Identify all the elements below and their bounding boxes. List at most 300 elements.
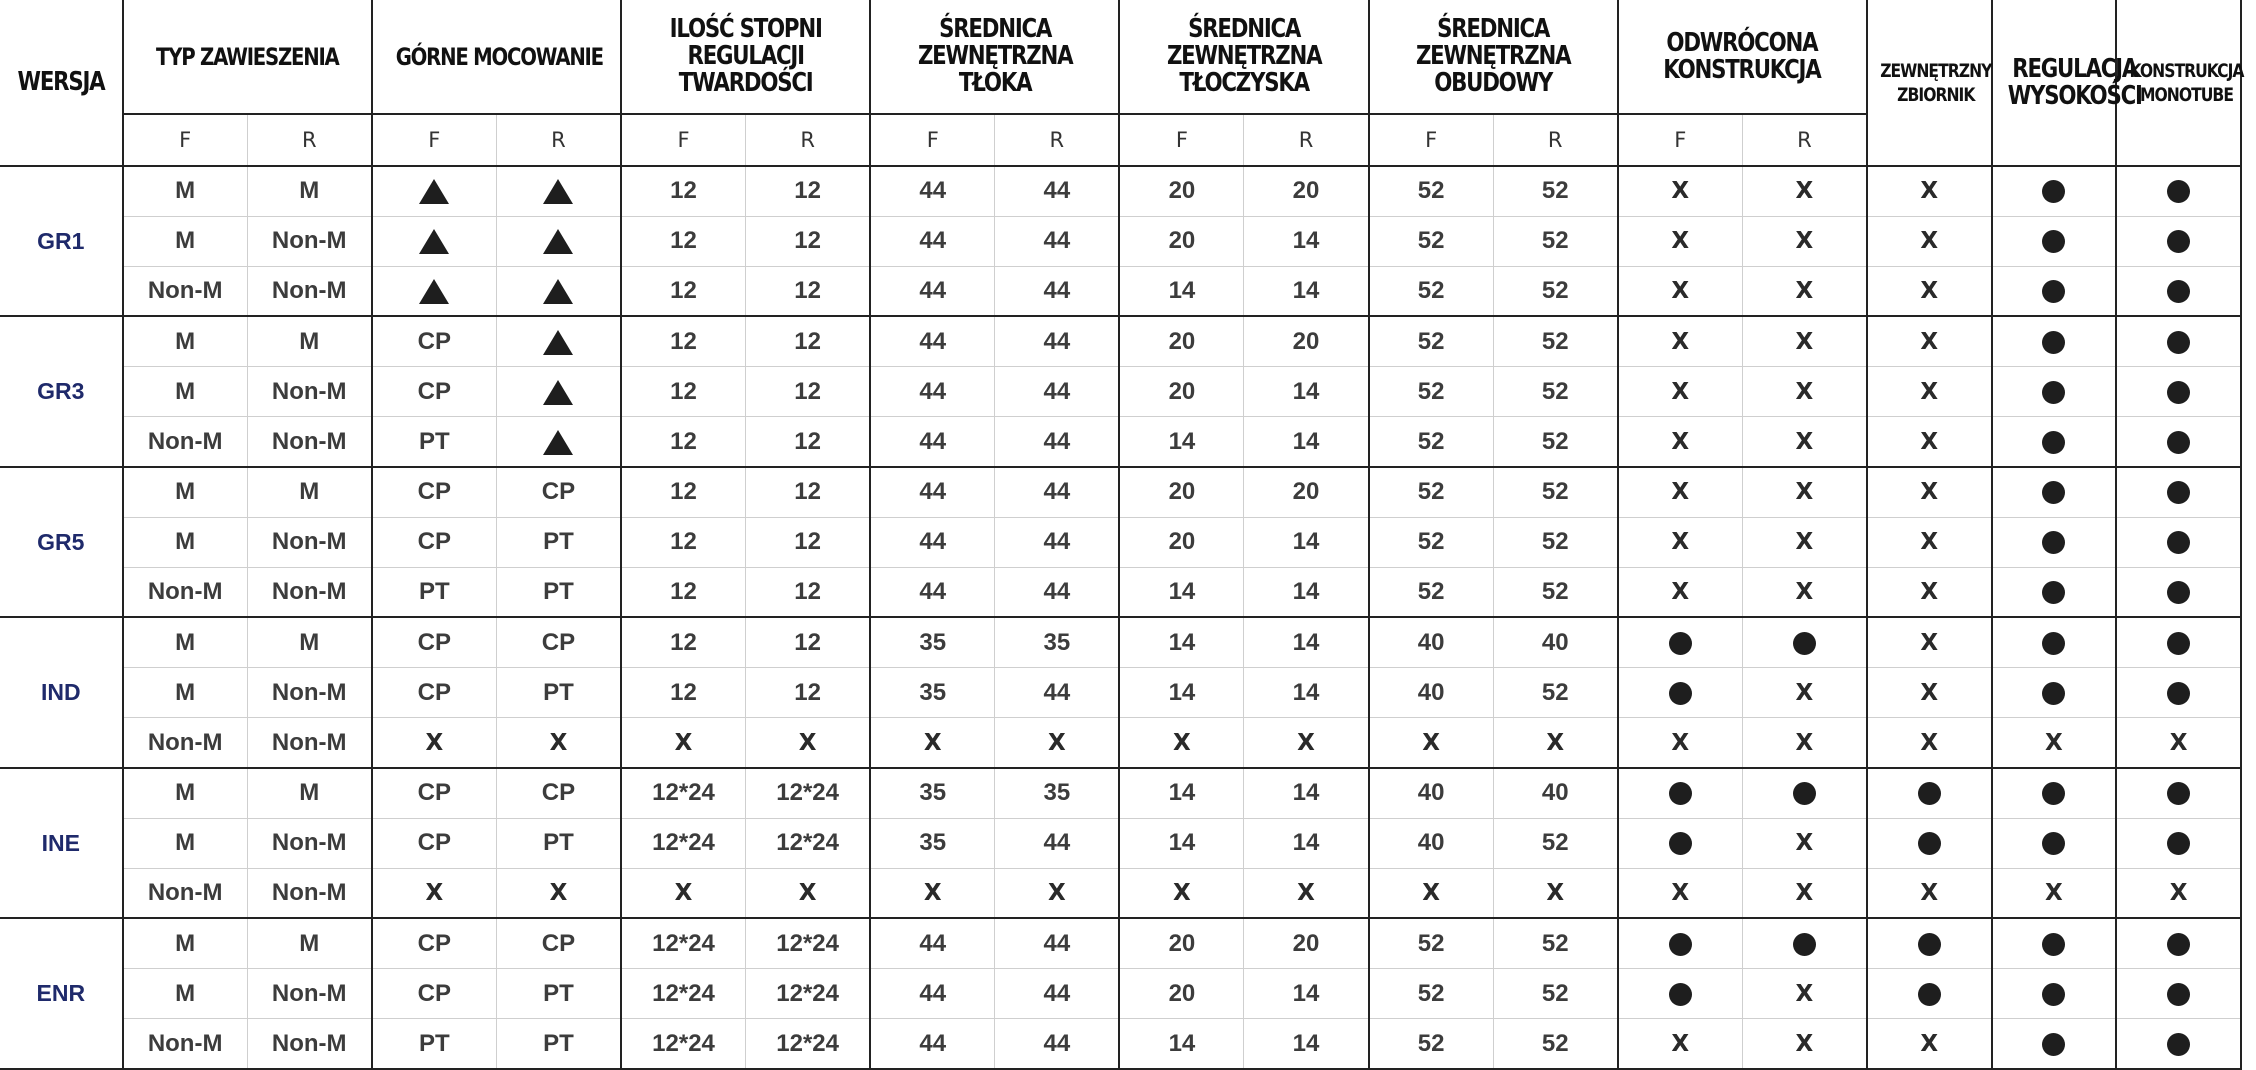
table-cell: CP xyxy=(496,617,621,667)
table-row xyxy=(0,918,2241,968)
table-cell: M xyxy=(123,969,248,1019)
table-cell: M xyxy=(123,216,248,266)
column-group-header xyxy=(870,0,1119,114)
table-cell: 44 xyxy=(995,166,1120,216)
table-cell: CP xyxy=(372,367,497,417)
table-cell xyxy=(1992,868,2117,918)
table-cell: 12 xyxy=(746,316,871,366)
x-mark: X xyxy=(1795,980,1814,1007)
table-cell: 12*24 xyxy=(621,969,746,1019)
filled-circle-icon xyxy=(1669,682,1692,705)
table-cell: CP xyxy=(372,467,497,517)
header-label-line: TWARDOŚCI xyxy=(678,68,813,98)
table-row xyxy=(0,868,2241,918)
table-cell: 14 xyxy=(1244,617,1369,667)
table-cell xyxy=(1742,818,1867,868)
table-row xyxy=(0,216,2241,266)
table-cell: 12 xyxy=(621,367,746,417)
table-cell xyxy=(1369,718,1494,768)
table-cell: PT xyxy=(496,818,621,868)
filled-circle-icon xyxy=(2042,682,2065,705)
table-cell: 44 xyxy=(995,517,1120,567)
table-cell: 44 xyxy=(995,567,1120,617)
table-cell: 14 xyxy=(1244,1019,1369,1069)
table-cell: 52 xyxy=(1493,1019,1618,1069)
x-mark: X xyxy=(425,729,444,756)
filled-circle-icon xyxy=(2042,180,2065,203)
table-cell: 12*24 xyxy=(746,768,871,818)
table-cell xyxy=(496,367,621,417)
table-cell: 14 xyxy=(1244,517,1369,567)
filled-circle-icon xyxy=(1669,632,1692,655)
x-mark: X xyxy=(1671,880,1690,907)
x-mark: X xyxy=(1795,830,1814,857)
table-cell xyxy=(496,316,621,366)
table-cell: 14 xyxy=(1119,266,1244,316)
column-subheader: R xyxy=(1244,114,1369,166)
table-cell xyxy=(496,166,621,216)
filled-circle-icon xyxy=(1669,933,1692,956)
header-label-line: TŁOKA xyxy=(958,68,1032,98)
x-mark: X xyxy=(1920,479,1939,506)
x-mark: X xyxy=(1546,880,1565,907)
table-cell xyxy=(1742,668,1867,718)
table-cell: 12 xyxy=(746,367,871,417)
table-cell xyxy=(1867,266,1992,316)
table-cell: M xyxy=(123,818,248,868)
table-cell xyxy=(496,266,621,316)
filled-circle-icon xyxy=(2042,481,2065,504)
table-cell xyxy=(1867,1019,1992,1069)
table-cell: 52 xyxy=(1493,969,1618,1019)
table-cell xyxy=(1992,969,2117,1019)
table-cell: Non-M xyxy=(123,417,248,467)
table-cell: 20 xyxy=(1119,166,1244,216)
table-cell: CP xyxy=(496,918,621,968)
version-label: GR3 xyxy=(0,316,123,466)
x-mark: X xyxy=(1920,729,1939,756)
table-cell xyxy=(1618,417,1743,467)
column-subheader: F xyxy=(1119,114,1244,166)
header-label xyxy=(2130,59,2244,107)
table-cell: 52 xyxy=(1493,417,1618,467)
table-cell xyxy=(1618,868,1743,918)
table-cell: Non-M xyxy=(247,517,372,567)
filled-circle-icon xyxy=(1918,933,1941,956)
table-cell: 12*24 xyxy=(746,969,871,1019)
filled-circle-icon xyxy=(1793,632,1816,655)
table-cell xyxy=(1867,668,1992,718)
header-label xyxy=(396,42,603,72)
table-cell xyxy=(1992,918,2117,968)
table-cell xyxy=(1618,166,1743,216)
table-cell xyxy=(1867,367,1992,417)
table-cell: 40 xyxy=(1369,818,1494,868)
table-cell: Non-M xyxy=(123,868,248,918)
filled-circle-icon xyxy=(2167,180,2190,203)
table-row xyxy=(0,768,2241,818)
header-label-line: REGULACJI xyxy=(687,41,804,71)
table-cell: 44 xyxy=(870,417,995,467)
table-cell xyxy=(746,718,871,768)
x-mark: X xyxy=(1920,1030,1939,1057)
header-label xyxy=(670,16,822,97)
filled-circle-icon xyxy=(2042,782,2065,805)
x-mark: X xyxy=(1671,178,1690,205)
table-cell: PT xyxy=(496,517,621,567)
filled-circle-icon xyxy=(2042,933,2065,956)
column-header-version xyxy=(0,0,123,166)
header-label-line: TŁOCZYSKA xyxy=(1179,68,1309,98)
table-cell xyxy=(1244,718,1369,768)
x-mark: X xyxy=(1920,178,1939,205)
table-cell: 44 xyxy=(870,517,995,567)
table-cell: 12 xyxy=(621,567,746,617)
filled-circle-icon xyxy=(2042,632,2065,655)
table-cell: Non-M xyxy=(123,567,248,617)
table-cell: M xyxy=(123,668,248,718)
table-cell: 44 xyxy=(870,918,995,968)
table-cell: 12*24 xyxy=(621,918,746,968)
x-mark: X xyxy=(1795,228,1814,255)
table-row xyxy=(0,467,2241,517)
filled-circle-icon xyxy=(2167,381,2190,404)
x-mark: X xyxy=(1920,679,1939,706)
table-cell: 12 xyxy=(621,216,746,266)
table-cell xyxy=(1867,868,1992,918)
table-cell: Non-M xyxy=(247,818,372,868)
table-cell: M xyxy=(247,316,372,366)
triangle-icon xyxy=(543,179,573,204)
table-row xyxy=(0,166,2241,216)
table-cell xyxy=(2116,266,2241,316)
table-cell xyxy=(1742,1019,1867,1069)
filled-circle-icon xyxy=(2167,1033,2190,1056)
table-cell: 12 xyxy=(746,567,871,617)
table-cell: 52 xyxy=(1369,367,1494,417)
x-mark: X xyxy=(2169,880,2188,907)
table-cell: 14 xyxy=(1244,266,1369,316)
x-mark: X xyxy=(1671,479,1690,506)
column-subheader: R xyxy=(746,114,871,166)
table-cell: Non-M xyxy=(247,718,372,768)
table-cell: Non-M xyxy=(247,969,372,1019)
table-cell: PT xyxy=(372,417,497,467)
table-cell: 44 xyxy=(995,316,1120,366)
x-mark: X xyxy=(1671,579,1690,606)
table-cell: 14 xyxy=(1244,668,1369,718)
table-cell: PT xyxy=(496,567,621,617)
x-mark: X xyxy=(1920,428,1939,455)
column-header-single xyxy=(1992,0,2142,166)
table-cell xyxy=(1742,718,1867,768)
table-cell: 44 xyxy=(870,1019,995,1069)
table-cell xyxy=(1867,316,1992,366)
table-cell xyxy=(496,216,621,266)
table-cell xyxy=(2116,567,2241,617)
table-cell: 52 xyxy=(1493,216,1618,266)
table-cell xyxy=(1742,166,1867,216)
table-cell: 14 xyxy=(1244,768,1369,818)
table-cell: 12 xyxy=(621,316,746,366)
table-cell: 14 xyxy=(1119,668,1244,718)
x-mark: X xyxy=(1173,729,1191,756)
table-cell xyxy=(372,266,497,316)
table-cell: CP xyxy=(372,969,497,1019)
table-cell: 44 xyxy=(995,969,1120,1019)
table-cell xyxy=(2116,467,2241,517)
table-cell xyxy=(1867,818,1992,868)
table-cell xyxy=(1992,417,2117,467)
header-label-line: ŚREDNICA xyxy=(938,14,1051,44)
table-cell: 12 xyxy=(746,266,871,316)
column-subheader: F xyxy=(870,114,995,166)
table-cell: 40 xyxy=(1369,668,1494,718)
header-label xyxy=(918,16,1072,97)
table-cell: 40 xyxy=(1493,617,1618,667)
table-cell: 20 xyxy=(1244,918,1369,968)
table-cell: 14 xyxy=(1119,818,1244,868)
table-cell: 35 xyxy=(870,818,995,868)
filled-circle-icon xyxy=(1669,832,1692,855)
table-cell xyxy=(1742,617,1867,667)
x-mark: X xyxy=(2044,880,2063,907)
table-cell: CP xyxy=(372,768,497,818)
table-cell xyxy=(2116,166,2241,216)
table-row xyxy=(0,1019,2241,1069)
table-cell xyxy=(2116,1019,2241,1069)
header-label-line: OBUDOWY xyxy=(1434,68,1553,98)
table-cell xyxy=(1742,316,1867,366)
table-cell xyxy=(2116,768,2241,818)
table-row xyxy=(0,668,2241,718)
x-mark: X xyxy=(1920,529,1939,556)
filled-circle-icon xyxy=(1669,782,1692,805)
table-cell xyxy=(1618,367,1743,417)
x-mark: X xyxy=(1920,880,1939,907)
filled-circle-icon xyxy=(2167,832,2190,855)
x-mark: X xyxy=(1546,729,1565,756)
x-mark: X xyxy=(798,729,817,756)
table-cell: 44 xyxy=(870,266,995,316)
table-cell: 44 xyxy=(870,467,995,517)
table-cell: 20 xyxy=(1244,467,1369,517)
table-cell: Non-M xyxy=(247,367,372,417)
x-mark: X xyxy=(2044,729,2063,756)
x-mark: X xyxy=(1047,729,1066,756)
table-cell xyxy=(1742,467,1867,517)
table-cell: 44 xyxy=(995,266,1120,316)
x-mark: X xyxy=(1795,579,1814,606)
table-cell: Non-M xyxy=(123,1019,248,1069)
x-mark: X xyxy=(425,880,444,907)
table-cell: M xyxy=(123,768,248,818)
table-cell: M xyxy=(247,617,372,667)
table-cell: 44 xyxy=(870,166,995,216)
table-cell: 12 xyxy=(746,166,871,216)
table-cell: M xyxy=(247,467,372,517)
table-cell xyxy=(496,868,621,918)
table-cell: Non-M xyxy=(247,417,372,467)
filled-circle-icon xyxy=(2167,782,2190,805)
x-mark: X xyxy=(1795,529,1814,556)
table-cell: PT xyxy=(496,1019,621,1069)
table-cell: 12 xyxy=(621,166,746,216)
table-cell: CP xyxy=(372,818,497,868)
table-cell xyxy=(1618,918,1743,968)
header-label xyxy=(1416,16,1570,97)
header-label xyxy=(156,42,339,72)
table-row xyxy=(0,567,2241,617)
table-row xyxy=(0,617,2241,667)
table-cell xyxy=(2116,367,2241,417)
table-cell: 44 xyxy=(995,467,1120,517)
table-cell xyxy=(1992,517,2117,567)
table-cell xyxy=(1618,617,1743,667)
table-cell: 44 xyxy=(995,216,1120,266)
x-mark: X xyxy=(674,729,693,756)
filled-circle-icon xyxy=(2167,682,2190,705)
filled-circle-icon xyxy=(2167,331,2190,354)
table-cell xyxy=(1493,868,1618,918)
x-mark: X xyxy=(1422,729,1440,756)
table-cell: 14 xyxy=(1119,1019,1244,1069)
column-group-header xyxy=(123,0,372,114)
table-cell: M xyxy=(247,918,372,968)
table-cell: 35 xyxy=(995,768,1120,818)
table-cell: 52 xyxy=(1493,367,1618,417)
table-cell: 12 xyxy=(746,467,871,517)
table-cell xyxy=(1867,768,1992,818)
table-cell: 20 xyxy=(1119,918,1244,968)
table-cell: 44 xyxy=(870,567,995,617)
header-label-line: ZEWNĘTRZNY xyxy=(1880,59,1992,82)
x-mark: X xyxy=(1795,479,1814,506)
x-mark: X xyxy=(1671,529,1690,556)
filled-circle-icon xyxy=(2167,983,2190,1006)
table-cell xyxy=(1992,216,2117,266)
filled-circle-icon xyxy=(1918,983,1941,1006)
table-body xyxy=(0,166,2241,1069)
table-cell xyxy=(2116,868,2241,918)
table-cell xyxy=(2116,316,2241,366)
table-cell: CP xyxy=(372,918,497,968)
table-cell xyxy=(870,718,995,768)
header-label-line: ZEWNĘTRZNA xyxy=(1415,41,1571,71)
table-cell: 40 xyxy=(1369,768,1494,818)
table-cell: 52 xyxy=(1493,316,1618,366)
x-mark: X xyxy=(1671,1030,1690,1057)
header-label-line: ŚREDNICA xyxy=(1437,14,1550,44)
column-subheader: F xyxy=(1369,114,1494,166)
table-cell xyxy=(1742,567,1867,617)
filled-circle-icon xyxy=(2042,832,2065,855)
table-cell: 52 xyxy=(1493,567,1618,617)
table-cell: 20 xyxy=(1244,166,1369,216)
x-mark: X xyxy=(549,880,568,907)
table-cell: 14 xyxy=(1244,818,1369,868)
x-mark: X xyxy=(1920,378,1939,405)
table-cell: M xyxy=(123,367,248,417)
table-cell: 12 xyxy=(621,417,746,467)
table-cell xyxy=(1618,316,1743,366)
filled-circle-icon xyxy=(2042,1033,2065,1056)
table-cell xyxy=(372,166,497,216)
table-cell: 52 xyxy=(1369,1019,1494,1069)
header-label-line: REGULACJA xyxy=(2011,53,2137,84)
column-subheader: F xyxy=(621,114,746,166)
filled-circle-icon xyxy=(2042,983,2065,1006)
table-cell xyxy=(2116,969,2241,1019)
table-cell xyxy=(621,868,746,918)
table-cell xyxy=(1992,818,2117,868)
table-cell xyxy=(2116,918,2241,968)
filled-circle-icon xyxy=(1918,782,1941,805)
x-mark: X xyxy=(1671,278,1690,305)
table-cell: 52 xyxy=(1369,517,1494,567)
table-cell xyxy=(1867,216,1992,266)
x-mark: X xyxy=(1795,428,1814,455)
header-label: WERSJA xyxy=(17,67,105,97)
x-mark: X xyxy=(1671,428,1690,455)
table-cell: 14 xyxy=(1244,567,1369,617)
table-cell xyxy=(1742,768,1867,818)
header-label-line: ILOŚĆ STOPNI xyxy=(669,14,822,44)
header-label xyxy=(2007,53,2142,111)
table-cell xyxy=(1992,266,2117,316)
table-cell: 52 xyxy=(1369,969,1494,1019)
table-cell xyxy=(1742,969,1867,1019)
table-cell: 52 xyxy=(1369,316,1494,366)
table-cell xyxy=(1618,567,1743,617)
table-cell: M xyxy=(123,316,248,366)
column-subheader: F xyxy=(372,114,497,166)
x-mark: X xyxy=(1795,328,1814,355)
table-cell: 20 xyxy=(1244,316,1369,366)
table-cell: 52 xyxy=(1369,216,1494,266)
header-label-line: MONOTUBE xyxy=(2140,83,2234,106)
table-cell: 44 xyxy=(995,1019,1120,1069)
column-group-header xyxy=(372,0,621,114)
table-cell: 20 xyxy=(1119,969,1244,1019)
column-group-header xyxy=(1618,0,1867,114)
table-cell: 12*24 xyxy=(621,818,746,868)
x-mark: X xyxy=(1173,880,1191,907)
table-cell xyxy=(1992,367,2117,417)
table-cell xyxy=(1992,567,2117,617)
table-cell: M xyxy=(123,918,248,968)
table-cell: 52 xyxy=(1493,517,1618,567)
table-cell xyxy=(1992,467,2117,517)
table-cell: PT xyxy=(496,969,621,1019)
header-label-line: ZEWNĘTRZNA xyxy=(917,41,1072,71)
table-cell: 12*24 xyxy=(621,768,746,818)
table-cell xyxy=(1992,316,2117,366)
table-cell: CP xyxy=(496,768,621,818)
table-cell: 14 xyxy=(1119,768,1244,818)
table-cell: 52 xyxy=(1493,166,1618,216)
filled-circle-icon xyxy=(1793,782,1816,805)
column-header-single xyxy=(1867,0,1992,166)
table-cell xyxy=(1992,768,2117,818)
table-cell xyxy=(496,718,621,768)
table-row xyxy=(0,266,2241,316)
table-cell: 44 xyxy=(870,316,995,366)
filled-circle-icon xyxy=(2042,280,2065,303)
table-cell xyxy=(1369,868,1494,918)
header-label-line: TYP ZAWIESZENIA xyxy=(155,42,339,71)
table-cell xyxy=(1618,216,1743,266)
